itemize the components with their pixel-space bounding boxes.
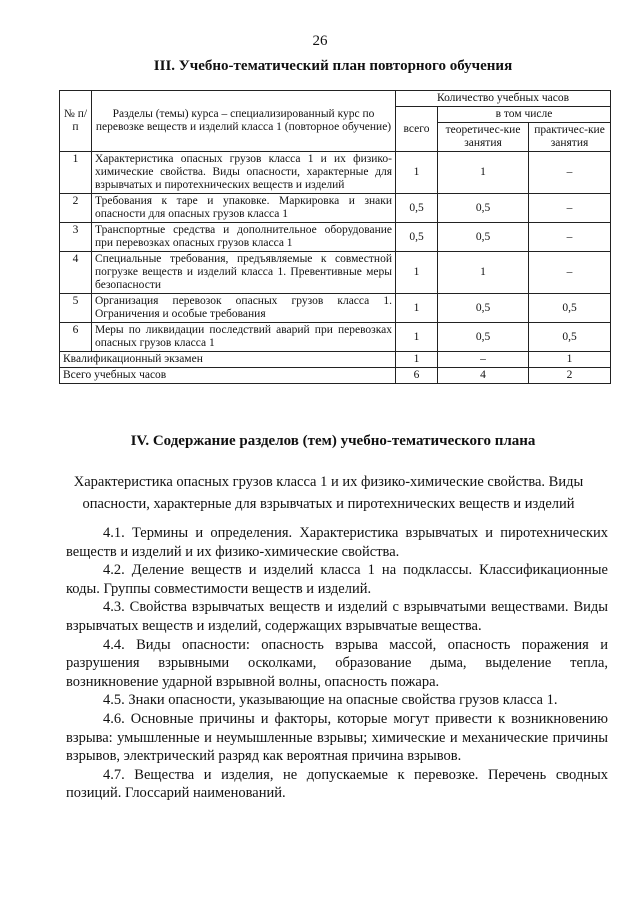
section-4-body [66,524,608,803]
total-practice: 2 [529,368,611,384]
paragraph: 4.5. Знаки опасности, указывающие на опасные свойства грузов класса 1. [103,692,558,709]
section-3-title: III. Учебно-тематический план повторного обучения [153,58,513,74]
row-practice: – [529,194,611,223]
row-theory: 0,5 [438,194,529,223]
curriculum-table [59,90,611,384]
row-topic: Меры по ликвидации последствий аварий при перевозках опасных грузов класса 1 [92,323,396,352]
row-topic: Специальные требования, предъявляемые к совместной погрузке веществ и изделий класса 1. Превентивные меры безопасности [92,252,396,294]
exam-row [60,352,611,368]
exam-total: 1 [396,352,438,368]
row-total: 0,5 [396,223,438,252]
paragraph: 4.7. Вещества и изделия, не допускаемые к перевозке. Перечень сводных позиций. Глоссарий наименований. [66,766,608,802]
header-topic: Разделы (темы) курса – специализированный курс по перевозке веществ и изделий класса 1 (повторное обучение) [92,91,396,152]
row-practice: – [529,223,611,252]
paragraph: 4.6. Основные причины и факторы, которые могут привести к возникновению взрыва: умышленные и неумышленные взрывы; химические и механические причины взрывов, электрический разряд как вероятная причина взрывов. [66,710,608,765]
row-theory: 0,5 [438,223,529,252]
row-practice: – [529,252,611,294]
table-row [60,152,611,194]
header-hours: Количество учебных часов [396,91,611,107]
row-theory: 1 [438,252,529,294]
row-topic: Транспортные средства и дополнительное оборудование при перевозках опасных грузов класса 1 [92,223,396,252]
subtopic-heading: Характеристика опасных грузов класса 1 и их физико-химические свойства. Виды опасности, характерные для взрывчатых и пиротехнических веществ и изделий [73,474,584,512]
row-num: 5 [60,294,92,323]
row-practice: 0,5 [529,294,611,323]
table-row [60,294,611,323]
page-number: 26 [312,33,328,49]
row-total: 1 [396,252,438,294]
exam-practice: 1 [529,352,611,368]
row-num: 1 [60,152,92,194]
row-total: 1 [396,323,438,352]
row-num: 3 [60,223,92,252]
row-topic: Требования к таре и упаковке. Маркировка и знаки опасности для опасных грузов класса 1 [92,194,396,223]
exam-label: Квалификационный экзамен [60,352,396,368]
row-topic: Организация перевозок опасных грузов класса 1. Ограничения и особые требования [92,294,396,323]
paragraph: 4.2. Деление веществ и изделий класса 1 на подклассы. Классификационные коды. Группы совместимости веществ и изделий. [66,562,608,597]
row-total: 1 [396,294,438,323]
row-total: 1 [396,152,438,194]
table-row [60,194,611,223]
total-label: Всего учебных часов [60,368,396,384]
row-practice: – [529,152,611,194]
header-practice: практичес-кие занятия [529,123,611,152]
total-theory: 4 [438,368,529,384]
table-row [60,323,611,352]
row-theory: 0,5 [438,323,529,352]
header-theory: теоретичес-кие занятия [438,123,529,152]
header-num: № п/п [60,91,92,152]
table-row [60,252,611,294]
section-4-title: IV. Содержание разделов (тем) учебно-тематического плана [130,433,536,449]
row-theory: 0,5 [438,294,529,323]
total-row [60,368,611,384]
row-theory: 1 [438,152,529,194]
total-total: 6 [396,368,438,384]
paragraph: 4.3. Свойства взрывчатых веществ и изделий с взрывчатыми веществами. Виды взрывчатых веществ и изделий, содержащих взрывчатые вещества. [66,599,608,634]
exam-theory: – [438,352,529,368]
row-topic: Характеристика опасных грузов класса 1 и их физико-химические свойства. Виды опасности, характерные для взрывчатых и пиротехнических веществ и изделий [92,152,396,194]
row-num: 2 [60,194,92,223]
paragraph: 4.1. Термины и определения. Характеристика взрывчатых и пиротехнических веществ и изделий и их физико-химические свойства. [66,525,608,560]
row-num: 6 [60,323,92,352]
row-total: 0,5 [396,194,438,223]
row-practice: 0,5 [529,323,611,352]
header-total: всего [396,107,438,152]
row-num: 4 [60,252,92,294]
paragraph: 4.4. Виды опасности: опасность взрыва массой, опасность поражения и разрушения взрывными осколками, образование дыма, выделение тепла, возникновение ударной взрывной волны, опасность пожара. [66,636,608,690]
table-row [60,223,611,252]
header-including: в том числе [438,107,611,123]
